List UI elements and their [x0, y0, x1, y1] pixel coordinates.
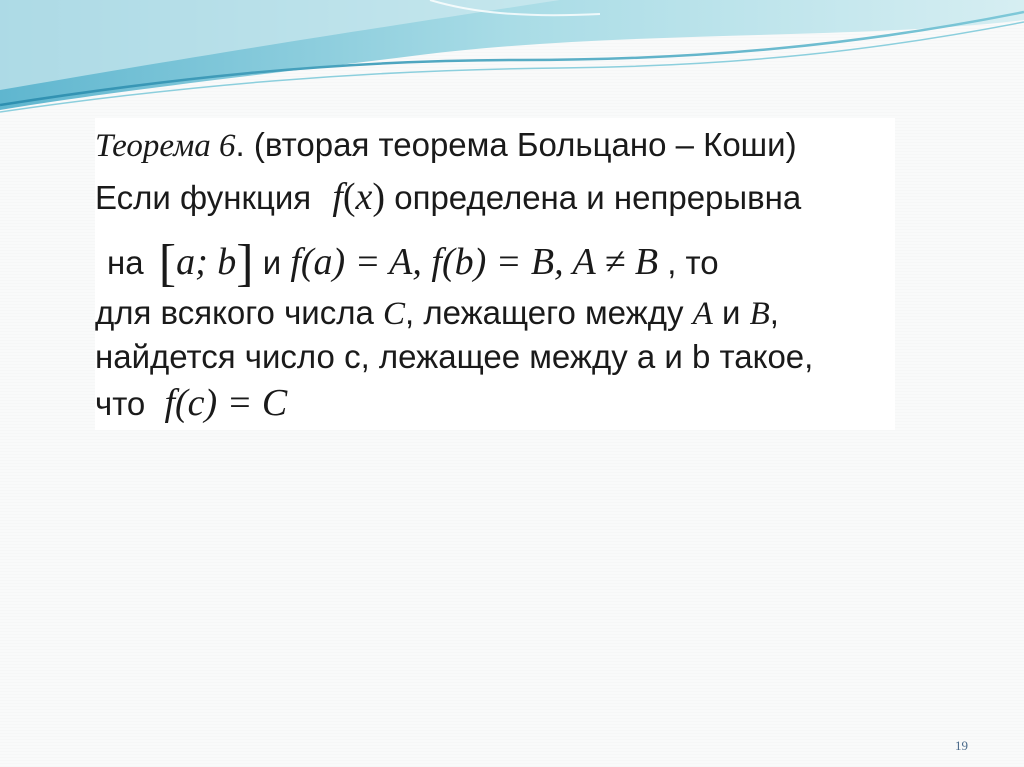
math-eq-C: = C [217, 382, 288, 424]
theorem-line-3 [107, 235, 719, 292]
math-bracket: [ [158, 235, 177, 292]
math-f: f [290, 241, 301, 283]
slide-page-number: 19 [955, 738, 968, 753]
math-arg: (a) [300, 241, 346, 283]
math-eq-A: = A, [345, 241, 432, 283]
math-bracket: ] [236, 235, 254, 292]
text-segment: , [769, 294, 779, 331]
math-x: x [355, 176, 373, 218]
math-eq-B: = B, [486, 241, 573, 283]
theorem-text-box [95, 118, 895, 430]
text-segment: на [107, 244, 153, 281]
text-segment: , то [658, 244, 719, 281]
math-f: f [431, 241, 442, 283]
theorem-line-5 [95, 340, 813, 373]
text-segment: для всякого числа [95, 294, 383, 331]
theorem-label: Теорема 6 [95, 128, 236, 164]
math-paren: ( [342, 176, 356, 218]
text-segment: , лежащего между [405, 294, 693, 331]
text-segment: и [253, 244, 291, 281]
math-interval: a; b [176, 241, 237, 283]
math-arg: (b) [441, 241, 487, 283]
header-wave-decoration [0, 0, 1024, 120]
theorem-line-6 [95, 384, 287, 422]
text-segment: что [95, 385, 155, 422]
math-arg: (c) [175, 382, 218, 424]
math-A: A [692, 296, 713, 332]
math-f: f [164, 382, 176, 424]
math-paren: ) [372, 176, 386, 218]
theorem-line-2 [95, 178, 801, 216]
math-f: f [332, 176, 343, 218]
math-C: C [382, 296, 405, 332]
math-neq: A ≠ B [572, 241, 659, 283]
text-segment: найдется число с, лежащее между а и b такое, [95, 338, 814, 375]
text-segment: определена и непрерывна [385, 179, 802, 216]
theorem-title-line [95, 128, 797, 163]
text-segment: Если функция [95, 179, 321, 216]
theorem-title-rest: . (вторая теорема Больцано – Коши) [235, 126, 797, 163]
text-segment: и [712, 294, 750, 331]
theorem-line-4 [95, 296, 779, 331]
math-B: B [749, 296, 770, 332]
